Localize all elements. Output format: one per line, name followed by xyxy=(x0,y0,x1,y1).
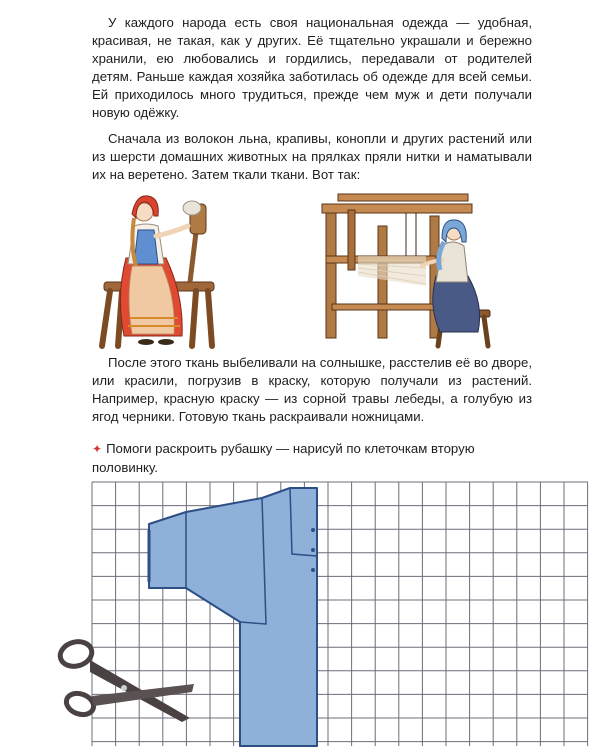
shirt-button xyxy=(311,528,315,532)
paragraph-bleaching-dyeing: После этого ткань выбеливали на солнышке, расстелив её во дворе, или красили, погрузив в краску, которую получали из растений. Например, красную краску — из сорной травы лебеды, а голубую из ягод черники. Готовую ткань раскраивали ножницами. xyxy=(92,355,532,424)
task-instruction xyxy=(92,440,542,477)
paragraph-national-clothing: У каждого народа есть своя национальная одежда — удобная, красивая, не такая, как у других. Её тщательно украшали и бережно хранили, ею любовались и гордились, передавали от родителей детям. Раньше каждая хозяйка заботилась об одежде для всей семьи. Ей приходилось много трудиться, прежде чем муж и дети получали новую одёжку. xyxy=(92,15,532,120)
woman-weaving-loom-icon xyxy=(318,186,494,354)
shirt-button xyxy=(311,568,315,572)
task-text: Помоги раскроить рубашку — нарисуй по клеточкам вторую половинку. xyxy=(92,441,475,475)
paragraph-spinning-weaving: Сначала из волокон льна, крапивы, конопли и других растений или из шерсти домашних животных на прялках пряли нитки и наматывали их на веретено. Затем ткали ткани. Вот так: xyxy=(92,131,532,182)
task-marker-icon: ✦ xyxy=(92,442,103,456)
shirt-button xyxy=(311,548,315,552)
woman-spinning-icon xyxy=(96,186,230,354)
scissors-icon xyxy=(50,630,198,730)
